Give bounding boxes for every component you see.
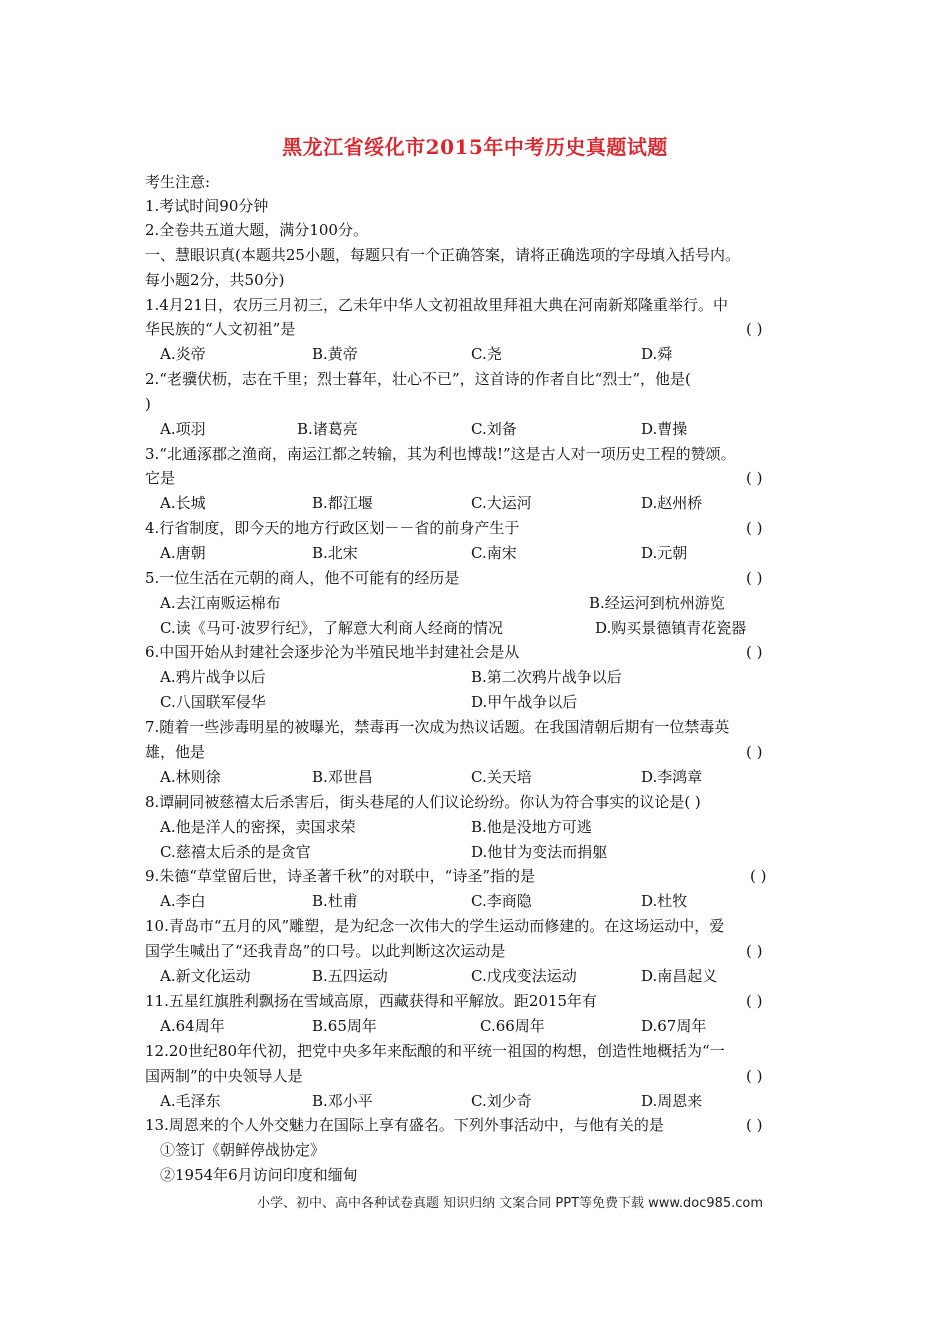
answer-paren: ( ) [746,469,763,487]
option: B.黄帝 [312,345,358,363]
option: D.67周年 [641,1017,707,1035]
option: A.毛泽东 [160,1092,221,1110]
option: B.邓小平 [312,1092,373,1110]
option: D.他甘为变法而捐躯 [471,843,608,861]
question-text: 3.“北通涿郡之渔商，南运江都之转输，其为利也博哉!”这是古人对一项历史工程的赞颂。 [145,445,736,463]
question-text: 国两制”的中央领导人是 [145,1067,303,1085]
question-text: 5.一位生活在元朝的商人，他不可能有的经历是 [145,569,460,587]
answer-paren: ( ) [746,942,763,960]
answer-paren: ( ) [746,992,763,1010]
answer-paren: ( ) [746,519,763,537]
answer-paren: ( ) [746,1116,763,1134]
option: B.邓世昌 [312,768,373,786]
option: D.李鸿章 [641,768,703,786]
answer-paren: ( ) [746,743,763,761]
option: D.赵州桥 [641,494,703,512]
option: C.戊戌变法运动 [471,967,577,985]
option: C.读《马可·波罗行纪》，了解意大利商人经商的情况 [160,619,503,637]
option: B.诸葛亮 [297,420,358,438]
footer-ad: 小学、初中、高中各种试卷真题 知识归纳 文案合同 PPT等免费下载 www.doc985.com [257,1196,764,1211]
option: D.杜牧 [641,892,688,910]
option: C.刘少奇 [471,1092,532,1110]
notice-heading: 考生注意: [145,173,211,191]
question-text: 4.行省制度，即今天的地方行政区划－－省的前身产生于 [145,519,520,537]
option: A.李白 [160,892,206,910]
answer-paren: ( ) [746,320,763,338]
option: C.尧 [471,345,502,363]
option: B.北宋 [312,544,358,562]
option: C.慈禧太后杀的是贪官 [160,843,311,861]
option: A.林则徐 [160,768,221,786]
option: D.元朝 [641,544,688,562]
option: C.八国联军侵华 [160,693,266,711]
question-text: 13.周恩来的个人外交魅力在国际上享有盛名。下列外事活动中，与他有关的是 [145,1116,664,1134]
option: A.鸦片战争以后 [160,668,266,686]
question-text: 6.中国开始从封建社会逐步沦为半殖民地半封建社会是从 [145,643,520,661]
numbered-item: ①签订《朝鲜停战协定》 [160,1141,326,1159]
option: B.五四运动 [312,967,388,985]
question-text: 9.朱德“草堂留后世，诗圣著千秋”的对联中，“诗圣”指的是 [145,867,535,885]
section-instruction: 每小题2分，共50分) [145,271,285,289]
question-text: 1.4月21日，农历三月初三，乙未年中华人文初祖故里拜祖大典在河南新郑隆重举行。中 [145,296,728,314]
numbered-item: ②1954年6月访问印度和缅甸 [160,1166,358,1184]
question-text: 11.五星红旗胜利飘扬在雪域高原，西藏获得和平解放。距2015年有 [145,992,598,1010]
answer-paren: ( ) [746,569,763,587]
notice-item: 2.全卷共五道大题，满分100分。 [145,221,368,239]
option: B.都江堰 [312,494,373,512]
option: D.南昌起义 [641,967,718,985]
question-text: 2.“老骥伏枥，志在千里；烈士暮年，壮心不已”，这首诗的作者自比“烈士”，他是( [145,370,691,388]
answer-paren: ( ) [750,867,767,885]
question-text: 国学生喊出了“还我青岛”的口号。以此判断这次运动是 [145,942,506,960]
answer-paren: ( ) [746,643,763,661]
answer-paren: ( ) [746,1067,763,1085]
option: C.66周年 [480,1017,545,1035]
option: A.64周年 [160,1017,225,1035]
option: B.他是没地方可逃 [471,818,592,836]
question-text: 12.20世纪80年代初，把党中央多年来酝酿的和平统一祖国的构想，创造性地概括为“一 [145,1042,725,1060]
option: B.杜甫 [312,892,358,910]
question-text: 雄，他是 [145,743,206,761]
option: D.购买景德镇青花瓷器 [595,619,747,637]
option: C.刘备 [471,420,517,438]
option: A.唐朝 [160,544,206,562]
option: A.项羽 [160,420,206,438]
option: C.关天培 [471,768,532,786]
option: D.甲午战争以后 [471,693,578,711]
question-text: 它是 [145,469,176,487]
option: D.周恩来 [641,1092,703,1110]
option: C.李商隐 [471,892,532,910]
option: D.曹操 [641,420,688,438]
question-text: 10.青岛市“五月的风”雕塑，是为纪念一次伟大的学生运动而修建的。在这场运动中，爱 [145,917,725,935]
page-title: 黑龙江省绥化市2015年中考历史真题试题 [282,135,668,159]
option: A.长城 [160,494,206,512]
question-text: ) [145,395,151,413]
option: D.舜 [641,345,673,363]
question-text: 8.谭嗣同被慈禧太后杀害后，街头巷尾的人们议论纷纷。你认为符合事实的议论是( ) [145,793,701,811]
section-instruction: 一、慧眼识真(本题共25小题，每题只有一个正确答案，请将正确选项的字母填入括号内。 [145,246,740,264]
question-text: 7.随着一些涉毒明星的被曝光，禁毒再一次成为热议话题。在我国清朝后期有一位禁毒英 [145,718,730,736]
option: C.南宋 [471,544,517,562]
option: C.大运河 [471,494,532,512]
option: B.65周年 [312,1017,377,1035]
question-text: 华民族的“人文初祖”是 [145,320,296,338]
option: B.第二次鸦片战争以后 [471,668,622,686]
option: A.炎帝 [160,345,206,363]
option: B.经运河到杭州游览 [589,594,725,612]
option: A.新文化运动 [160,967,251,985]
option: A.去江南贩运棉布 [160,594,281,612]
option: A.他是洋人的密探，卖国求荣 [160,818,356,836]
notice-item: 1.考试时间90分钟 [145,197,269,215]
